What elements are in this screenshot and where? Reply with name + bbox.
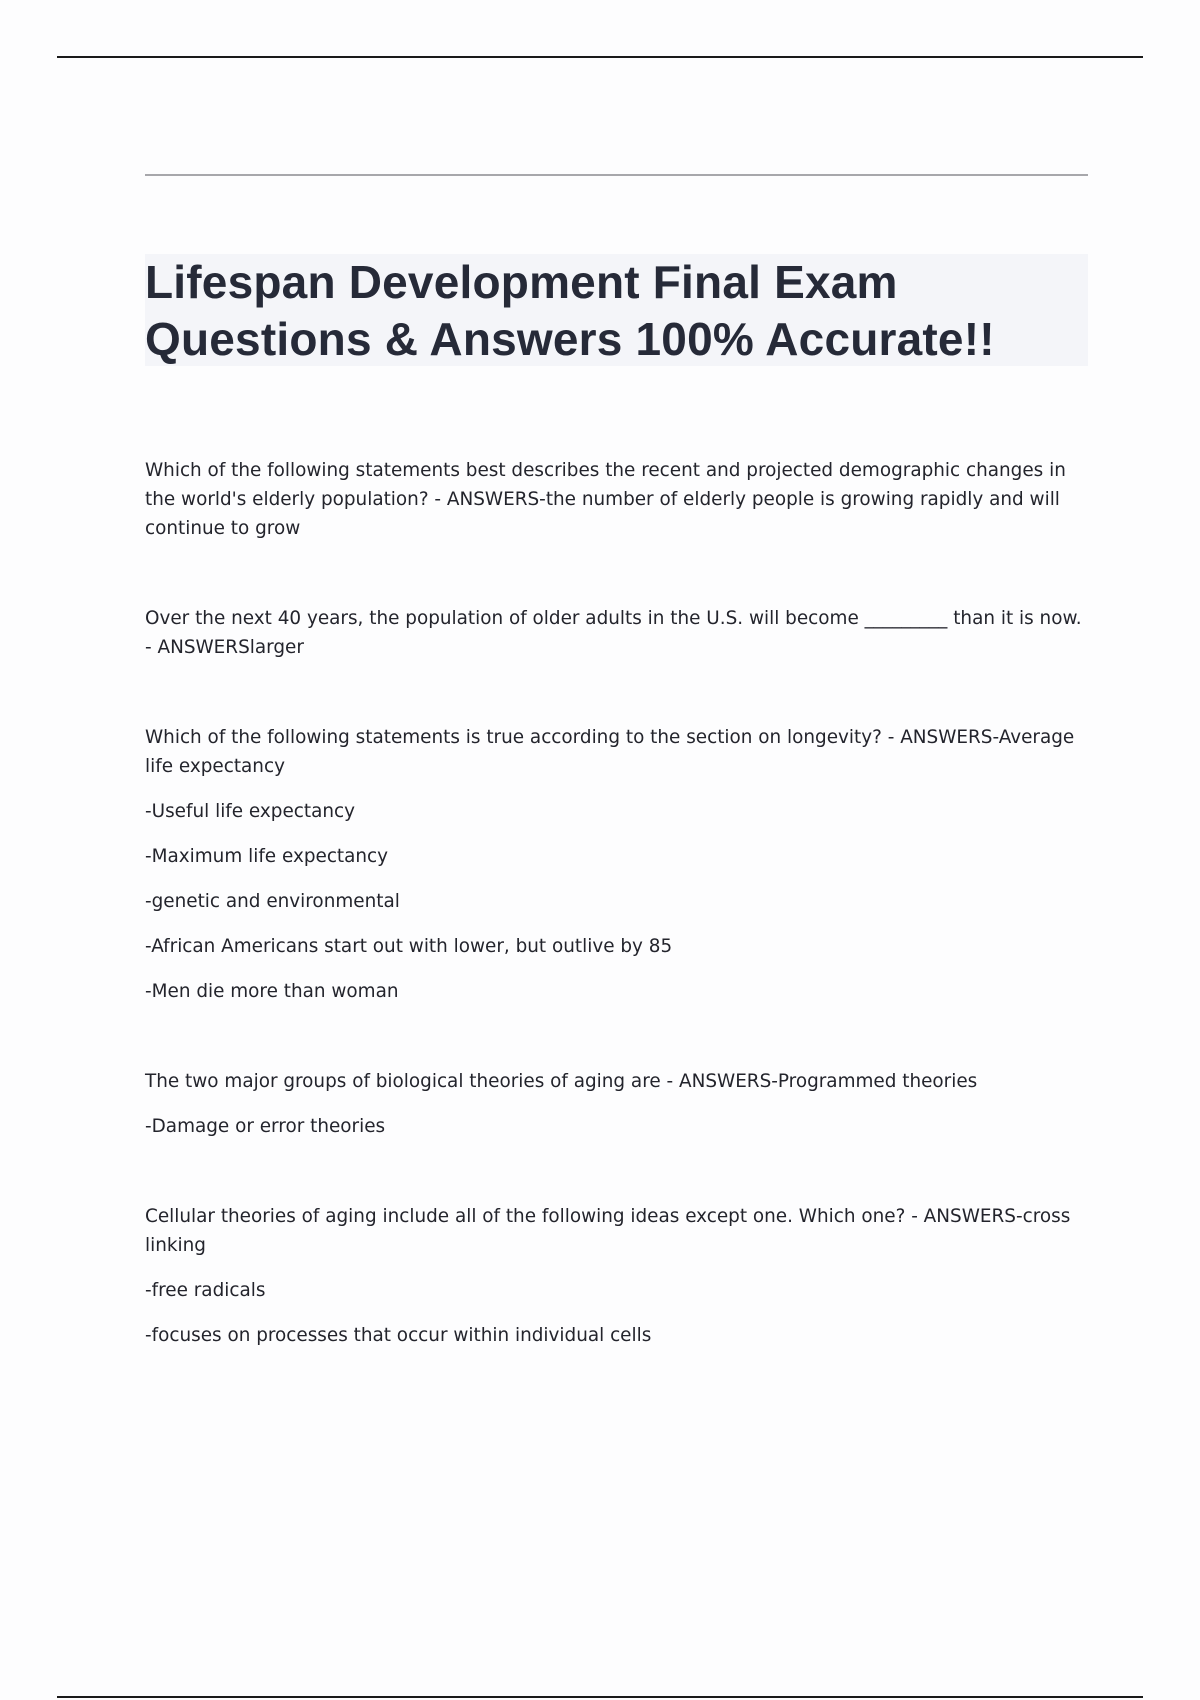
- answer-option: -Maximum life expectancy: [145, 846, 389, 867]
- answer-option: -Men die more than woman: [145, 981, 399, 1002]
- answer-option: -Useful life expectancy: [145, 801, 356, 822]
- question-answer-text: Which of the following statements best describes the recent and projected demographic changes in the world's elderly population? - ANSWERS-the number of elderly people is growing rapidly and will continue to grow: [145, 460, 1066, 539]
- qa-item: [145, 1067, 1090, 1141]
- question-answer-text: Cellular theories of aging include all of the following ideas except one. Which one? - ANSWERS-cross linking: [145, 1206, 1071, 1256]
- page-bottom-rule: [57, 1696, 1143, 1698]
- answer-option: -focuses on processes that occur within individual cells: [145, 1325, 652, 1346]
- answer-option: -African Americans start out with lower, but outlive by 85: [145, 936, 673, 957]
- document-title-line-1: Lifespan Development Final Exam: [145, 256, 898, 308]
- qa-item: [145, 723, 1090, 1006]
- answer-option: -Damage or error theories: [145, 1116, 386, 1137]
- qa-item: [145, 604, 1090, 662]
- document-title: [145, 254, 1088, 368]
- document-title-line-2: Questions & Answers 100% Accurate!!: [145, 313, 995, 365]
- page-top-rule: [57, 56, 1143, 58]
- qa-item: [145, 456, 1090, 543]
- qa-item: [145, 1202, 1090, 1350]
- title-block: [145, 254, 1088, 366]
- question-answer-text: Over the next 40 years, the population of older adults in the U.S. will become _________ than it is now. - ANSWERSlarger: [145, 608, 1082, 658]
- qa-content: [145, 456, 1090, 1411]
- title-divider: [145, 174, 1088, 176]
- answer-option: -free radicals: [145, 1280, 266, 1301]
- answer-option: -genetic and environmental: [145, 891, 400, 912]
- question-answer-text: The two major groups of biological theories of aging are - ANSWERS-Programmed theories: [145, 1071, 978, 1092]
- question-answer-text: Which of the following statements is true according to the section on longevity? - ANSWERS-Average life expectancy: [145, 727, 1075, 777]
